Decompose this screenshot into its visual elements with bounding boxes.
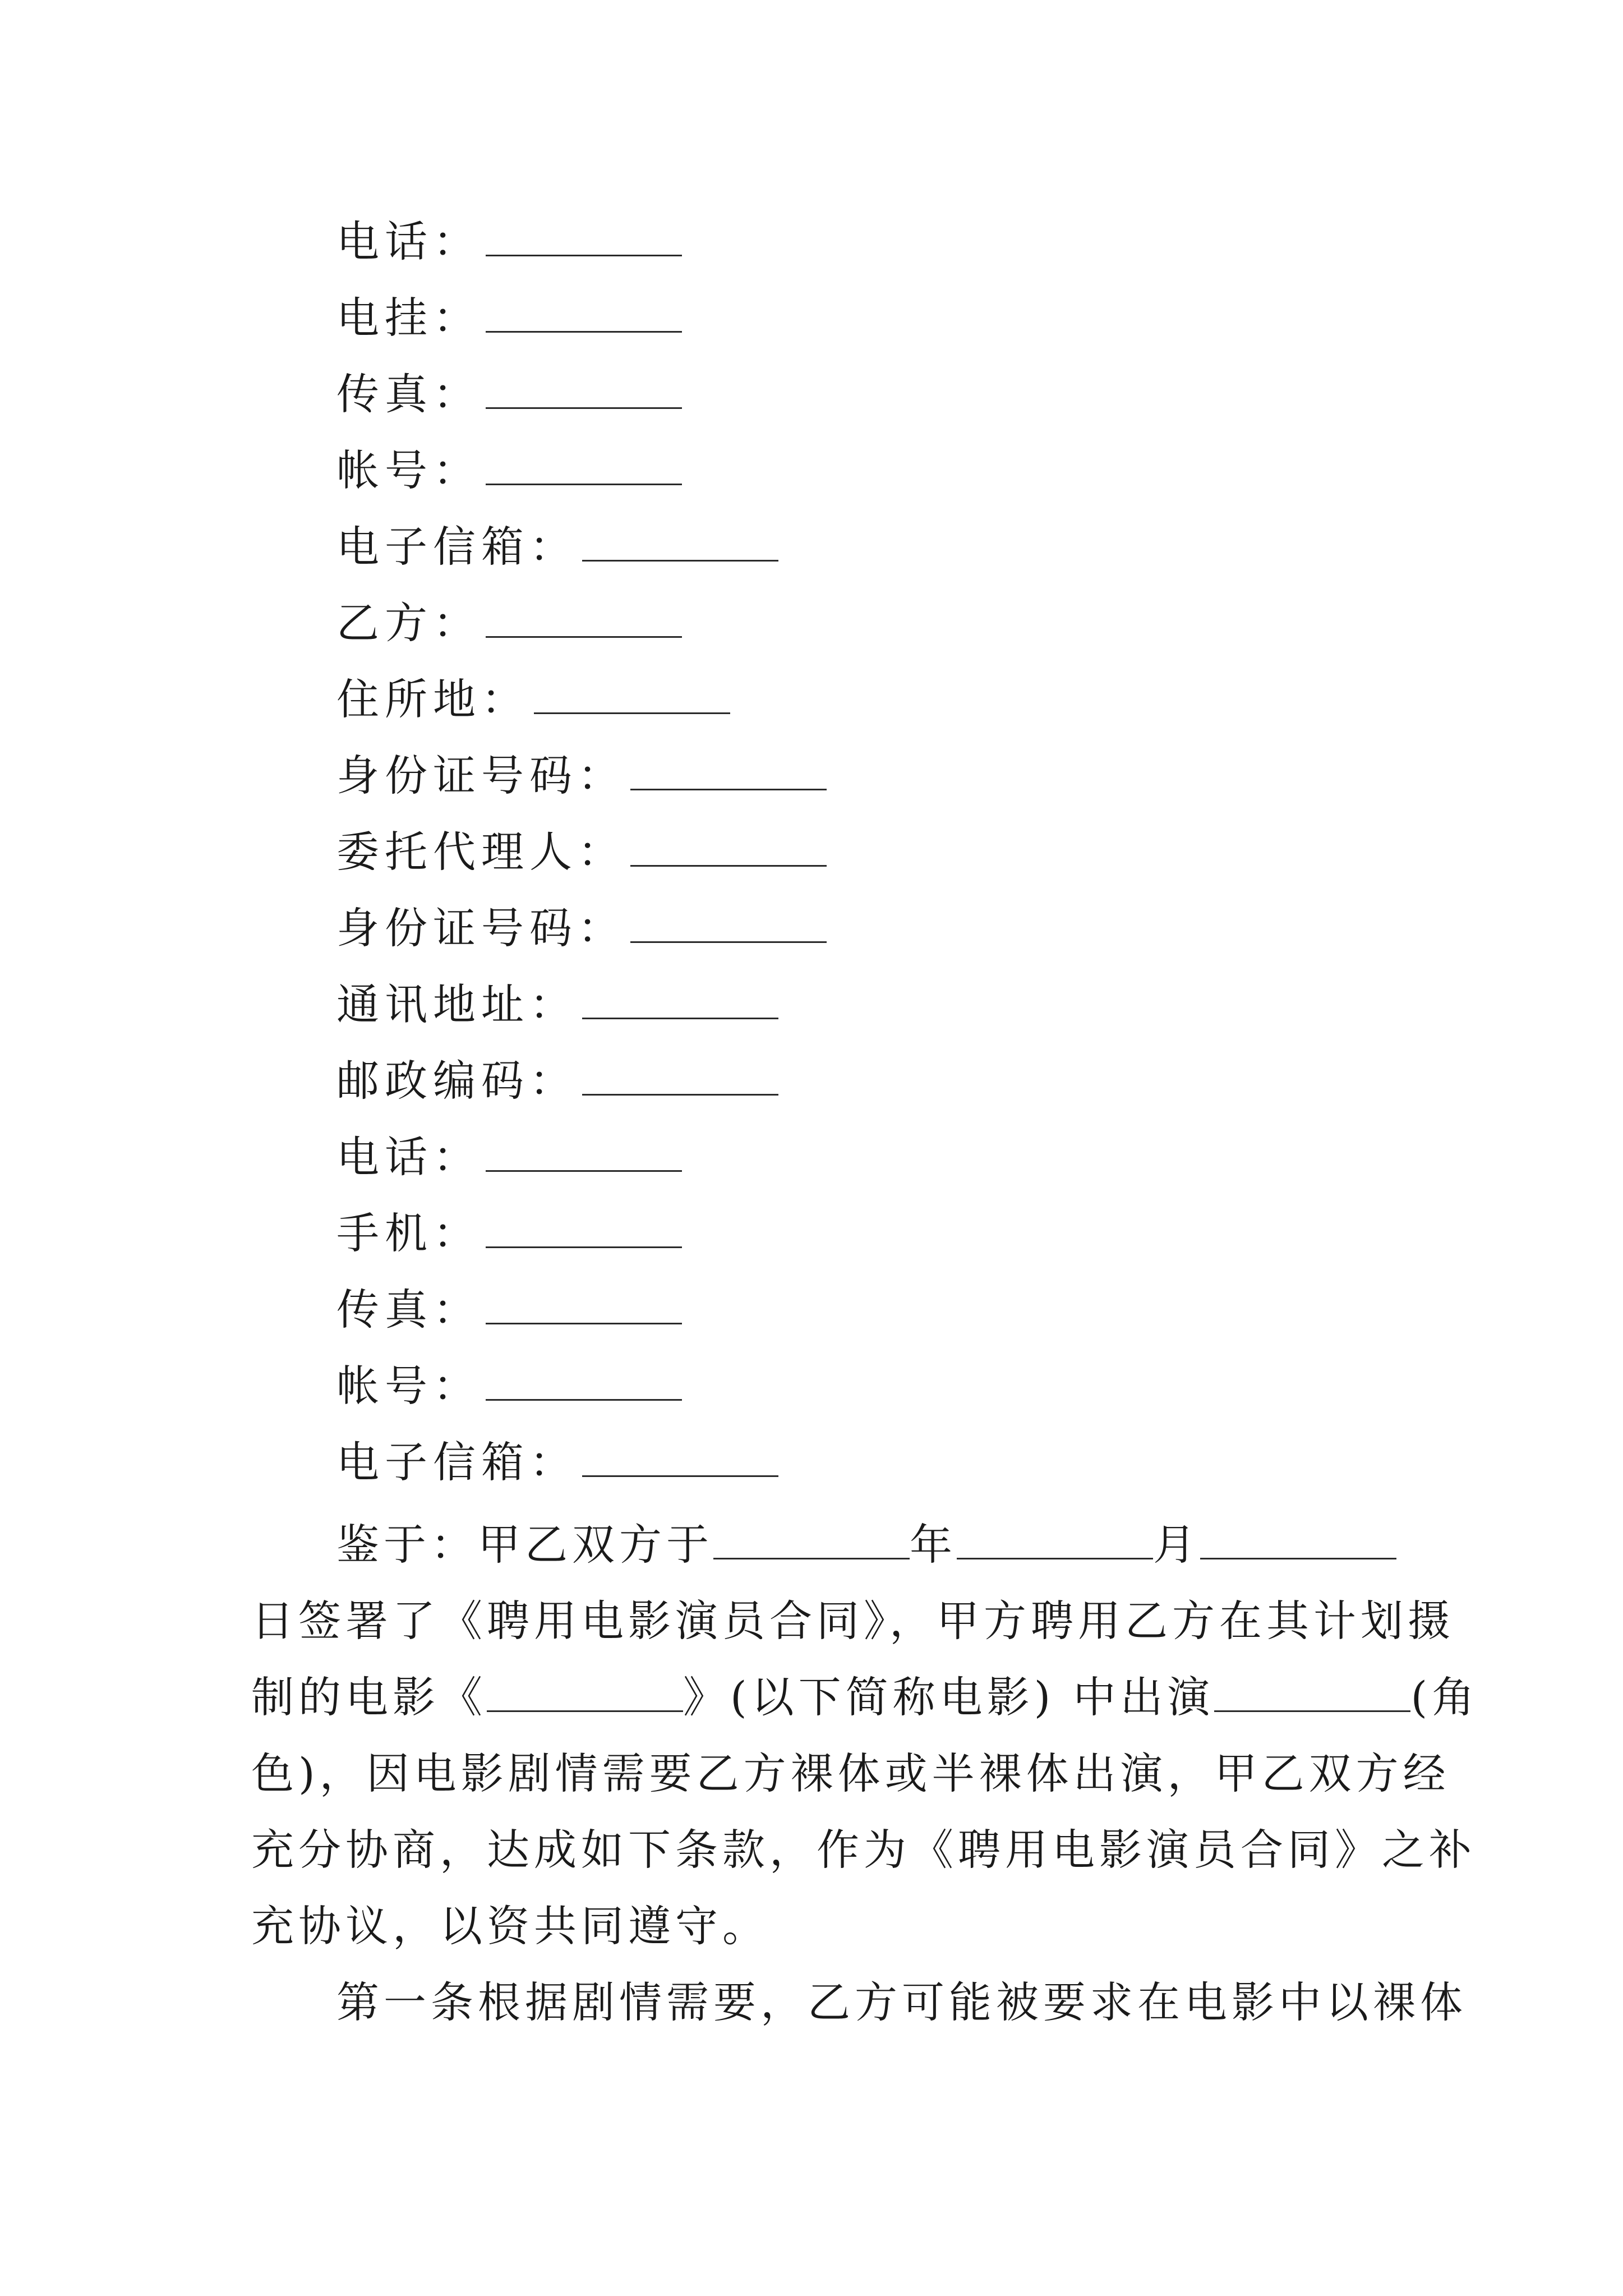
field-agent-id-number [336,898,827,959]
field-label: 乙方： [336,598,481,648]
field-phone-b [336,1126,682,1188]
fill-blank [1200,1524,1396,1559]
fill-blank [582,984,778,1019]
recital-line: 色)，因电影剧情需要乙方裸体或半裸体出演，甲乙双方经 [251,1749,1450,1798]
recital-line [251,1659,1479,1736]
field-label: 委托代理人： [336,827,626,877]
field-label: 电子信箱： [336,1437,578,1487]
field-postcode [336,1050,778,1112]
fill-blank [582,1060,778,1096]
fill-blank [486,1213,682,1248]
fill-blank [1214,1677,1410,1712]
recital-line: 充协议，以资共同遵守。 [251,1901,769,1951]
field-email [336,516,778,578]
fill-blank [487,1677,683,1712]
field-label: 邮政编码： [336,1056,578,1106]
fill-blank [534,679,730,714]
fill-blank [713,1524,910,1559]
field-label: 帐号： [336,1361,481,1411]
field-label: 传真： [336,369,481,419]
field-label: 手机： [336,1208,481,1258]
fill-blank [486,1365,682,1401]
field-label: 电子信箱： [336,522,578,572]
field-label: 住所地： [336,674,529,724]
fill-blank [486,1289,682,1324]
recital-line [251,1507,1384,1583]
fill-blank [630,755,827,790]
field-domicile [336,669,730,730]
article-1-line: 第一条根据剧情需要，乙方可能被要求在电影中以裸体 [336,1977,1467,2027]
recital-text: 》(以下简称电影) 中出演 [683,1672,1215,1722]
fill-blank [630,831,827,867]
field-address [336,974,778,1036]
field-label: 电话： [336,1132,481,1182]
field-label: 帐号： [336,445,481,495]
recital-intro: 鉴于：甲乙双方于 [336,1520,713,1570]
field-phone [336,211,682,273]
field-email-b [336,1432,778,1493]
fill-blank [486,602,682,638]
fill-blank [630,908,827,943]
field-mobile [336,1203,682,1264]
fill-blank [957,1524,1153,1559]
field-telegraph [336,287,682,349]
fill-blank [486,1137,682,1172]
fill-blank [486,221,682,256]
recital-text: 制的电影《 [251,1672,487,1722]
article-1-paragraph [251,1964,1467,2041]
fill-blank [486,297,682,333]
recital-paragraph [251,1507,1479,1964]
field-label: 身份证号码： [336,751,626,800]
field-account-b [336,1355,682,1417]
fill-blank [486,374,682,409]
field-label: 身份证号码： [336,903,626,953]
recital-text: (角 [1410,1672,1479,1722]
field-label: 通讯地址： [336,979,578,1029]
field-label: 电挂： [336,293,481,343]
field-id-number [336,745,827,807]
field-agent [336,821,827,883]
recital-line: 充分协商，达成如下条款，作为《聘用电影演员合同》之补 [251,1825,1476,1875]
recital-month: 月 [1153,1520,1200,1570]
field-party-b [336,592,682,654]
recital-line: 日签署了《聘用电影演员合同》，甲方聘用乙方在其计划摄 [251,1596,1455,1646]
fill-blank [582,526,778,562]
fill-blank [486,450,682,485]
field-fax [336,364,682,425]
recital-year: 年 [910,1520,957,1570]
fill-blank [582,1442,778,1477]
field-fax-b [336,1279,682,1341]
field-label: 传真： [336,1285,481,1335]
field-account [336,440,682,501]
field-label: 电话： [336,217,481,266]
